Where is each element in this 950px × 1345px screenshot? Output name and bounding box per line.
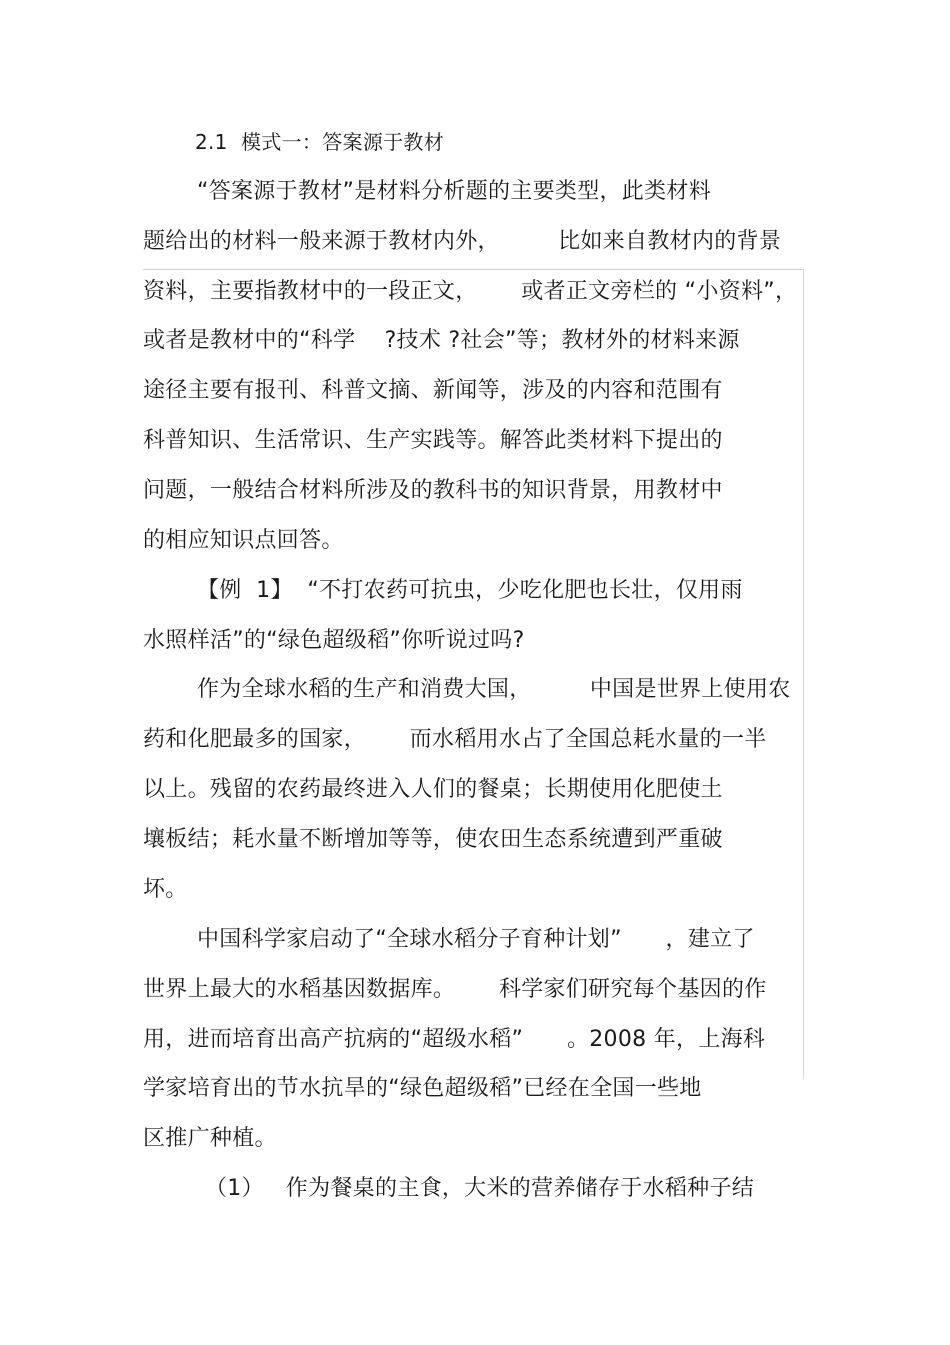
paragraph-line: 学家培育出的节水抗旱的“绿色超级稻”已经在全国一些地	[143, 1076, 702, 1101]
section-heading: 2.1 模式一：答案源于教材	[195, 130, 445, 154]
example-line: 水照样活”的“绿色超级稻”你听说过吗?	[143, 628, 525, 653]
paragraph-line: 坏。	[143, 877, 188, 902]
paragraph-line: 药和化肥最多的国家， 而水稻用水占了全国总耗水量的一半	[143, 727, 767, 752]
question-line: （1） 作为餐桌的主食，大米的营养储存于水稻种子结	[205, 1176, 755, 1201]
frame-border-right	[803, 269, 804, 1079]
paragraph-line: 的相应知识点回答。	[143, 528, 344, 553]
paragraph-line: “答案源于教材”是材料分析题的主要类型，此类材料	[197, 179, 711, 204]
paragraph-line: 世界上最大的水稻基因数据库。 科学家们研究每个基因的作	[143, 977, 767, 1002]
paragraph-line: 科普知识、生活常识、生产实践等。解答此类材料下提出的	[143, 428, 723, 453]
paragraph-line: 途径主要有报刊、科普文摘、新闻等，涉及的内容和范围有	[143, 378, 723, 403]
paragraph-line: 中国科学家启动了“全球水稻分子育种计划” ，建立了	[197, 927, 755, 952]
paragraph-line: 或者是教材中的“科学 ?技术 ?社会”等；教材外的材料来源	[143, 328, 740, 353]
paragraph-line: 壤板结；耗水量不断增加等等，使农田生态系统遭到严重破	[143, 827, 723, 852]
example-line: 【例 1】 “不打农药可抗虫，少吃化肥也长壮，仅用雨	[197, 578, 743, 603]
paragraph-line: 以上。残留的农药最终进入人们的餐桌；长期使用化肥使土	[143, 777, 723, 802]
paragraph-line: 题给出的材料一般来源于教材内外， 比如来自教材内的背景	[143, 229, 782, 254]
frame-border-top	[143, 269, 803, 270]
paragraph-line: 作为全球水稻的生产和消费大国， 中国是世界上使用农	[197, 677, 791, 702]
paragraph-line: 问题，一般结合材料所涉及的教科书的知识背景，用教材中	[143, 478, 723, 503]
paragraph-line: 用，进而培育出高产抗病的“超级水稻” 。2008 年，上海科	[143, 1027, 766, 1052]
paragraph-line: 区推广种植。	[143, 1126, 277, 1151]
paragraph-line: 资料，主要指教材中的一段正文， 或者正文旁栏的 “小资料”，	[143, 279, 798, 304]
